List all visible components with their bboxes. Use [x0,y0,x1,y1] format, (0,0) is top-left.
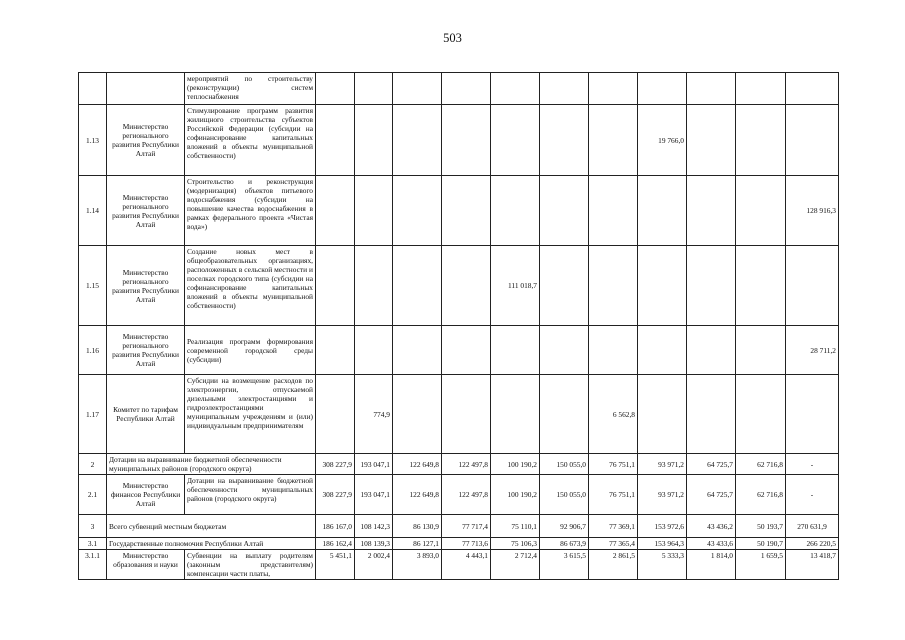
cell-value: 2 002,4 [355,550,393,580]
table-row [79,538,839,550]
cell-value [442,105,491,176]
cell-value [393,326,442,375]
cell-value [540,246,589,326]
row-description: Стимулирование программ развития жилищного строительства субъектов Российской Федерации (субсидии на софинансирование капитальных вложений в объекты муниципальной собственности) [185,105,316,176]
row-organization: Министерство регионального развития Республики Алтай [107,105,185,176]
row-label: Всего субвенций местным бюджетам [107,515,316,538]
cell-value: 100 190,2 [491,475,540,515]
cell-value [491,105,540,176]
cell-value: 77 365,4 [589,538,638,550]
page-number: 503 [443,31,462,45]
row-number: 1.15 [79,246,107,326]
cell-value: 6 562,8 [589,375,638,454]
row-description: мероприятий по строительству (реконструкции) систем теплоснабжения [185,73,316,105]
cell-value: 77 717,4 [442,515,491,538]
cell-value: 5 451,1 [316,550,355,580]
cell-value: 43 436,2 [687,515,736,538]
cell-value [589,246,638,326]
cell-value [540,326,589,375]
row-number: 2.1 [79,475,107,515]
cell-value [491,73,540,105]
cell-value: 86 130,9 [393,515,442,538]
cell-value [491,375,540,454]
cell-value: 186 162,4 [316,538,355,550]
cell-value [736,326,786,375]
cell-value: 77 713,6 [442,538,491,550]
cell-value: 50 190,7 [736,538,786,550]
row-number: 1.13 [79,105,107,176]
row-number: 2 [79,454,107,475]
cell-value [393,375,442,454]
cell-value [736,246,786,326]
cell-value: 77 369,1 [589,515,638,538]
row-organization: Министерство регионального развития Республики Алтай [107,326,185,375]
cell-value [393,246,442,326]
cell-value: 75 106,3 [491,538,540,550]
cell-value [540,73,589,105]
row-organization: Министерство регионального развития Республики Алтай [107,246,185,326]
cell-value [393,73,442,105]
cell-value: 153 972,6 [638,515,687,538]
cell-value [316,176,355,246]
table-row [79,375,839,454]
row-number: 1.14 [79,176,107,246]
cell-value: 43 433,6 [687,538,736,550]
cell-value [736,176,786,246]
row-number: 1.17 [79,375,107,454]
row-number [79,73,107,105]
cell-value [442,246,491,326]
cell-value [589,73,638,105]
row-organization: Министерство образования и науки [107,550,185,580]
cell-value [355,246,393,326]
cell-value: 76 751,1 [589,454,638,475]
cell-value: 128 916,3 [786,176,839,246]
cell-value [589,105,638,176]
cell-value: 4 443,1 [442,550,491,580]
table-row [79,105,839,176]
cell-value [540,105,589,176]
cell-value: 75 110,1 [491,515,540,538]
cell-value: 62 716,8 [736,475,786,515]
cell-value: 266 220,5 [786,538,839,550]
cell-value [687,375,736,454]
cell-value [687,73,736,105]
cell-value [491,326,540,375]
cell-value: 19 766,0 [638,105,687,176]
cell-value [638,246,687,326]
cell-value: 186 167,0 [316,515,355,538]
row-description: Дотации на выравнивание бюджетной обеспеченности муниципальных районов (городского округа) [185,475,316,515]
cell-value [393,176,442,246]
cell-value: 5 333,3 [638,550,687,580]
cell-value [687,246,736,326]
row-label: Государственные полномочия Республики Алтай [107,538,316,550]
cell-value: 774,9 [355,375,393,454]
cell-value: 308 227,9 [316,475,355,515]
cell-value: 3 615,5 [540,550,589,580]
cell-value [355,73,393,105]
cell-value [736,73,786,105]
cell-value: 86 127,1 [393,538,442,550]
cell-value: 3 893,0 [393,550,442,580]
cell-value: 93 971,2 [638,454,687,475]
cell-value: 50 193,7 [736,515,786,538]
cell-value [355,105,393,176]
cell-value: 122 649,8 [393,475,442,515]
row-label: Дотации на выравнивание бюджетной обеспеченности муниципальных районов (городского округа) [107,454,316,475]
cell-value [786,105,839,176]
table-row [79,454,839,475]
cell-value: 100 190,2 [491,454,540,475]
cell-value [442,73,491,105]
row-description: Реализация программ формирования современной городской среды (субсидии) [185,326,316,375]
cell-value: 108 142,3 [355,515,393,538]
cell-value [316,105,355,176]
cell-value [442,375,491,454]
cell-value [355,326,393,375]
cell-value [687,105,736,176]
row-organization: Министерство финансов Республики Алтай [107,475,185,515]
cell-value: 193 047,1 [355,454,393,475]
cell-value [638,73,687,105]
cell-value [393,105,442,176]
cell-value [316,375,355,454]
row-number: 1.16 [79,326,107,375]
cell-value: 64 725,7 [687,454,736,475]
cell-value: - [786,454,839,475]
budget-table [78,72,839,580]
cell-value [442,176,491,246]
cell-value [638,176,687,246]
cell-value: 150 055,0 [540,454,589,475]
cell-value: 28 711,2 [786,326,839,375]
row-number: 3.1 [79,538,107,550]
row-description: Создание новых мест в общеобразовательных организациях, расположенных в сельской местности и поселках городского типа (субсидии на софинансирование капитальных вложений в объекты муниципальной собственности) [185,246,316,326]
cell-value [687,326,736,375]
row-organization: Комитет по тарифам Республики Алтай [107,375,185,454]
cell-value [638,326,687,375]
table-row [79,246,839,326]
cell-value [589,326,638,375]
cell-value [687,176,736,246]
cell-value [316,73,355,105]
cell-value: 308 227,9 [316,454,355,475]
cell-value: 122 649,8 [393,454,442,475]
row-organization [107,73,185,105]
table-row [79,515,839,538]
cell-value: 76 751,1 [589,475,638,515]
row-description: Субвенции на выплату родителям (законным представителям) компенсации части платы, [185,550,316,580]
row-number: 3 [79,515,107,538]
cell-value [316,246,355,326]
cell-value: 64 725,7 [687,475,736,515]
table-row [79,475,839,515]
cell-value: 62 716,8 [736,454,786,475]
cell-value [589,176,638,246]
table-row [79,176,839,246]
cell-value: 122 497,8 [442,475,491,515]
row-organization: Министерство регионального развития Республики Алтай [107,176,185,246]
cell-value [491,176,540,246]
cell-value: 92 906,7 [540,515,589,538]
cell-value [540,176,589,246]
cell-value [355,176,393,246]
cell-value: 86 673,9 [540,538,589,550]
cell-value: - [786,475,839,515]
table-row [79,550,839,580]
cell-value: 193 047,1 [355,475,393,515]
cell-value: 2 861,5 [589,550,638,580]
cell-value: 108 139,3 [355,538,393,550]
cell-value [786,375,839,454]
table-row [79,73,839,105]
cell-value [442,326,491,375]
cell-value: 13 418,7 [786,550,839,580]
cell-value [316,326,355,375]
row-description: Субсидии на возмещение расходов по электроэнергии, отпускаемой дизельными электростанциями и гидроэлектростанциями муниципальным учреждениям и (или) индивидуальным предпринимателям [185,375,316,454]
table-row [79,326,839,375]
cell-value: 1 659,5 [736,550,786,580]
cell-value [638,375,687,454]
cell-value [786,73,839,105]
cell-value: 111 018,7 [491,246,540,326]
cell-value [540,375,589,454]
cell-value [786,246,839,326]
cell-value: 270 631,9 [786,515,839,538]
row-number: 3.1.1 [79,550,107,580]
cell-value: 93 971,2 [638,475,687,515]
cell-value: 2 712,4 [491,550,540,580]
cell-value: 122 497,8 [442,454,491,475]
cell-value [736,105,786,176]
cell-value [736,375,786,454]
cell-value: 153 964,3 [638,538,687,550]
cell-value: 150 055,0 [540,475,589,515]
row-description: Строительство и реконструкция (модернизация) объектов питьевого водоснабжения (субсидии на повышение качества водоснабжения в рамках федерального проекта «Чистая вода») [185,176,316,246]
cell-value: 1 814,0 [687,550,736,580]
